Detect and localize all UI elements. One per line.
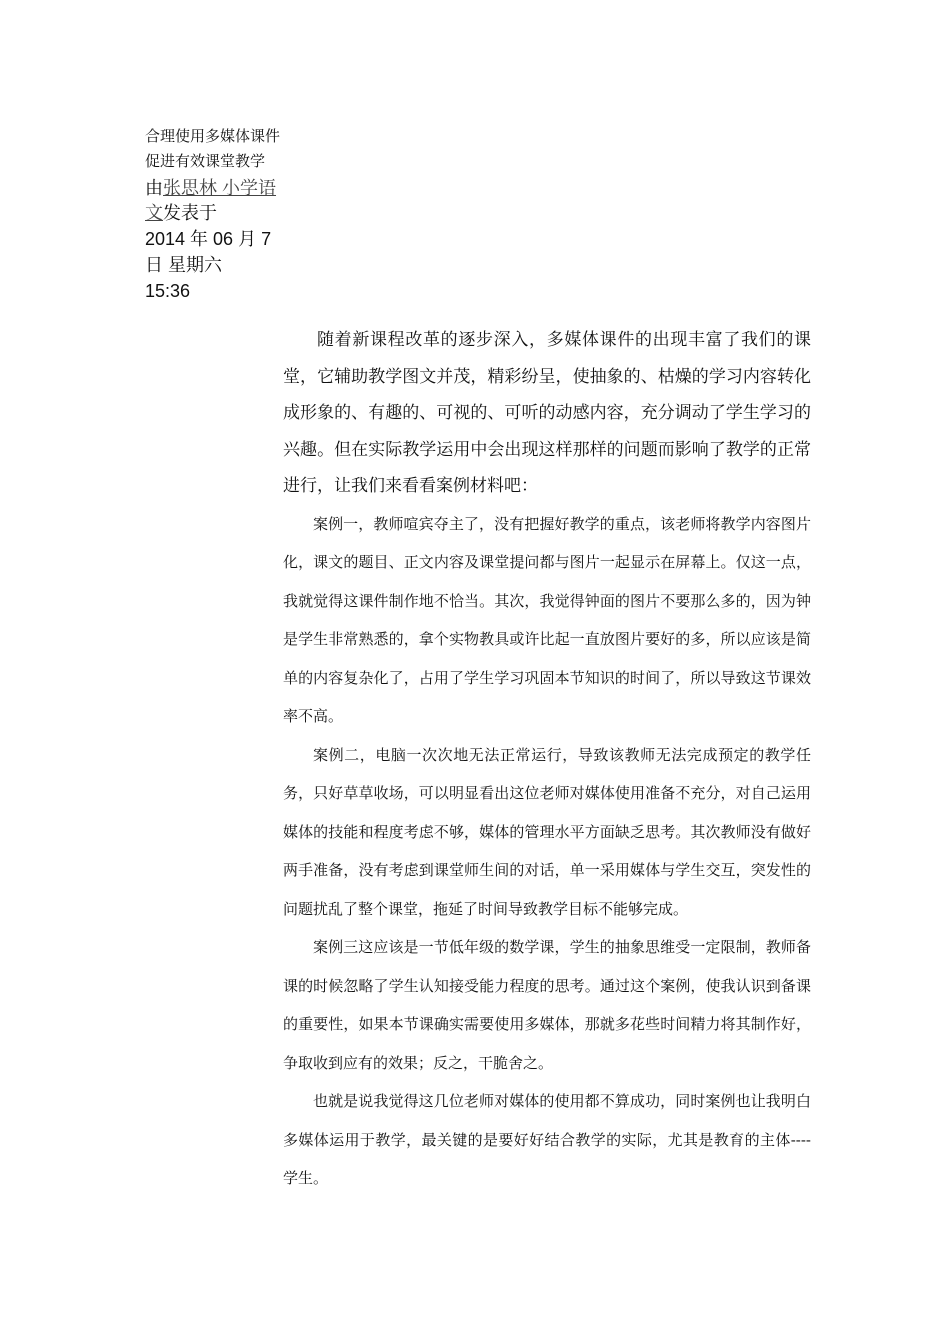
case3-paragraph: 案例三这应该是一节低年级的数学课，学生的抽象思维受一定限制，教师备课的时候忽略了学生认知接受能力程度的思考。通过这个案例，使我认识到备课的重要性，如果本节课确实需要使用多媒体，那就多花些时间精力将其制作好，争取收到应有的效果；反之，干脆舍之。 xyxy=(283,938,811,1072)
post-meta xyxy=(145,124,285,304)
byline-suffix: 发表于 xyxy=(163,203,217,223)
intro-paragraph: 随着新课程改革的逐步深入，多媒体课件的出现丰富了我们的课堂，它辅助教学图文并茂，精彩纷呈，使抽象的、枯燥的学习内容转化成形象的、有趣的、可视的、可听的动感内容，充分调动了学生学习的兴趣。但在实际教学运用中会出现这样那样的问题而影响了教学的正常进行，让我们来看看案例材料吧： xyxy=(283,330,811,496)
byline-prefix: 由 xyxy=(145,178,163,198)
author-link[interactable]: 张思林 小学语文 xyxy=(145,178,277,223)
post-date: 2014 年 06 月 7 日 星期六 xyxy=(145,229,272,275)
case1-paragraph: 案例一，教师喧宾夺主了，没有把握好教学的重点，该老师将教学内容图片化，课文的题目、正文内容及课堂提问都与图片一起显示在屏幕上。仅这一点，我就觉得这课件制作地不恰当。其次，我觉得钟面的图片不要那么多的，因为钟是学生非常熟悉的，拿个实物教具或许比起一直放图片要好的多，所以应该是简单的内容复杂化了，占用了学生学习巩固本节知识的时间了，所以导致这节课效率不高。 xyxy=(283,514,811,725)
post-title: 合理使用多媒体课件 促进有效课堂教学 xyxy=(145,127,281,170)
post-time: 15:36 xyxy=(145,281,191,301)
case2-paragraph: 案例二，电脑一次次地无法正常运行，导致该教师无法完成预定的教学任务，只好草草收场，可以明显看出这位老师对媒体使用准备不充分，对自己运用媒体的技能和程度考虑不够，媒体的管理水平方面缺乏思考。其次教师没有做好两手准备，没有考虑到课堂师生间的对话，单一采用媒体与学生交互，突发性的问题扰乱了整个课堂，拖延了时间导致教学目标不能够完成。 xyxy=(283,745,811,918)
post-byline xyxy=(145,176,285,226)
conclusion-paragraph: 也就是说我觉得这几位老师对媒体的使用都不算成功，同时案例也让我明白多媒体运用于教学，最关键的是要好好结合教学的实际，尤其是教育的主体----学生。 xyxy=(283,1092,811,1187)
article-body xyxy=(283,322,811,1198)
